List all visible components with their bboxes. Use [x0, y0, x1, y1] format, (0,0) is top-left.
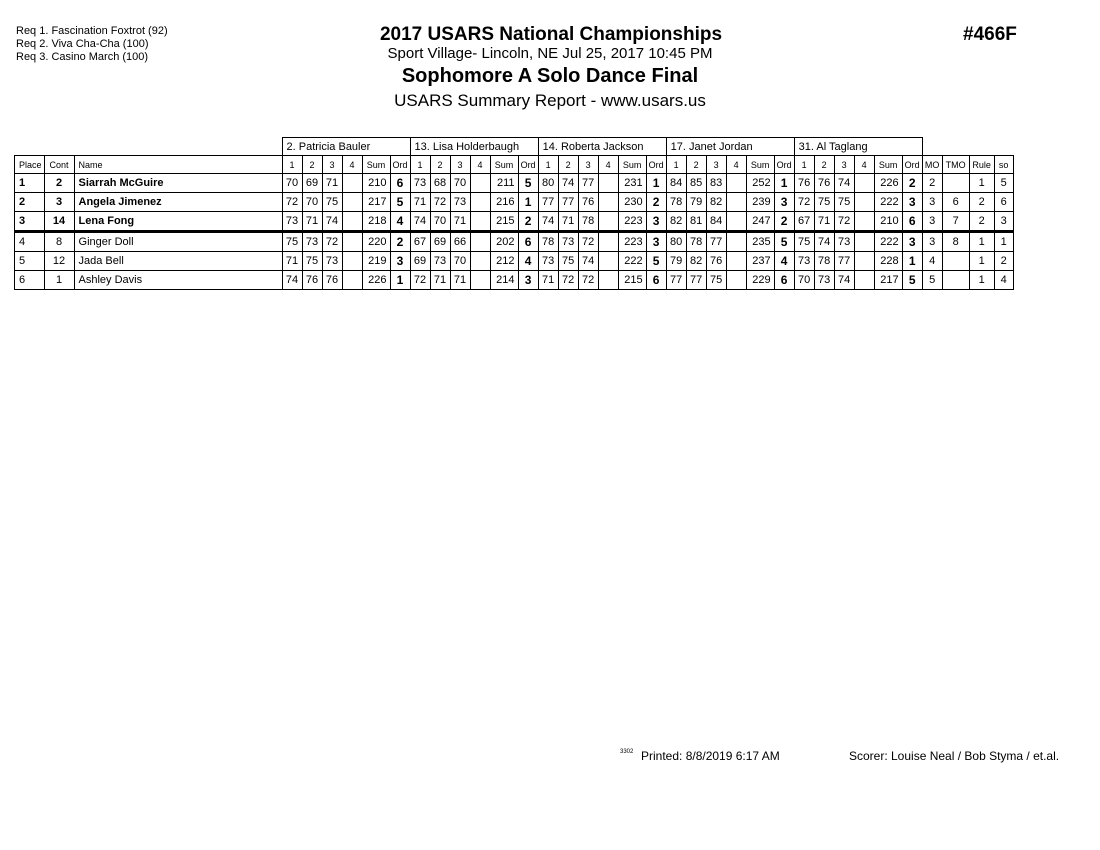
ordinal-cell: 2: [390, 232, 410, 252]
sum-cell: 229: [746, 271, 774, 290]
ordinal-cell: 6: [646, 271, 666, 290]
score-cell: 83: [706, 174, 726, 193]
contestant-number: 1: [44, 271, 74, 290]
column-header: 2: [430, 156, 450, 174]
score-cell: 78: [666, 193, 686, 212]
column-header: 4: [598, 156, 618, 174]
score-cell: 78: [686, 232, 706, 252]
score-cell: 82: [706, 193, 726, 212]
sum-cell: 210: [362, 174, 390, 193]
so-cell: 2: [994, 252, 1013, 271]
column-header: 2: [302, 156, 322, 174]
sum-cell: 235: [746, 232, 774, 252]
rule-cell: 2: [969, 212, 994, 232]
score-cell: 75: [834, 193, 854, 212]
score-cell: 73: [430, 252, 450, 271]
sum-cell: 219: [362, 252, 390, 271]
score-cell: 71: [450, 212, 470, 232]
ordinal-cell: 3: [518, 271, 538, 290]
score-cell: 70: [430, 212, 450, 232]
ordinal-cell: 3: [646, 232, 666, 252]
score-cell: 82: [686, 252, 706, 271]
sum-cell: 212: [490, 252, 518, 271]
sum-cell: 210: [874, 212, 902, 232]
score-cell: 78: [538, 232, 558, 252]
score-cell: 71: [302, 212, 322, 232]
ordinal-cell: 3: [390, 252, 410, 271]
judge-name: 31. Al Taglang: [794, 138, 922, 156]
ordinal-cell: 2: [646, 193, 666, 212]
score-cell: 71: [322, 174, 342, 193]
score-cell: [470, 271, 490, 290]
column-header: 2: [558, 156, 578, 174]
score-cell: [726, 271, 746, 290]
score-cell: [470, 252, 490, 271]
table-row: [15, 271, 1014, 290]
printed-date: Printed: 8/8/2019 6:17 AM: [641, 749, 780, 763]
column-header: 1: [538, 156, 558, 174]
sum-cell: 247: [746, 212, 774, 232]
score-cell: 73: [302, 232, 322, 252]
column-header: Ord: [902, 156, 922, 174]
score-cell: 76: [794, 174, 814, 193]
sum-cell: 202: [490, 232, 518, 252]
column-header: Cont: [44, 156, 74, 174]
place-cell: 6: [15, 271, 45, 290]
ordinal-cell: 5: [646, 252, 666, 271]
score-cell: 74: [834, 271, 854, 290]
score-cell: [342, 174, 362, 193]
score-cell: 66: [450, 232, 470, 252]
column-header-row: [15, 156, 1014, 174]
sum-cell: 226: [874, 174, 902, 193]
ordinal-cell: 5: [902, 271, 922, 290]
score-cell: [854, 212, 874, 232]
requirement-line: Req 2. Viva Cha-Cha (100): [16, 38, 149, 50]
ordinal-cell: 6: [774, 271, 794, 290]
rule-cell: 1: [969, 174, 994, 193]
ordinal-cell: 2: [518, 212, 538, 232]
skater-name: Siarrah McGuire: [74, 174, 282, 193]
blank-cell: [15, 138, 283, 156]
skater-name: Lena Fong: [74, 212, 282, 232]
column-header: Ord: [774, 156, 794, 174]
score-cell: [598, 212, 618, 232]
rule-cell: 1: [969, 252, 994, 271]
ordinal-cell: 3: [774, 193, 794, 212]
sum-cell: 230: [618, 193, 646, 212]
score-cell: 79: [666, 252, 686, 271]
score-cell: 73: [322, 252, 342, 271]
scorer-credit: Scorer: Louise Neal / Bob Styma / et.al.: [849, 749, 1060, 763]
skater-name: Ashley Davis: [74, 271, 282, 290]
score-cell: 77: [666, 271, 686, 290]
score-cell: 72: [578, 232, 598, 252]
score-cell: 70: [450, 174, 470, 193]
score-cell: 79: [686, 193, 706, 212]
report-code: 3302: [620, 749, 634, 755]
score-cell: [342, 212, 362, 232]
score-cell: 76: [706, 252, 726, 271]
sum-cell: 217: [874, 271, 902, 290]
score-cell: [342, 271, 362, 290]
ordinal-cell: 1: [646, 174, 666, 193]
sum-cell: 228: [874, 252, 902, 271]
column-header: Rule: [969, 156, 994, 174]
mo-cell: 5: [922, 271, 942, 290]
score-cell: 74: [538, 212, 558, 232]
column-header: 4: [342, 156, 362, 174]
ordinal-cell: 5: [390, 193, 410, 212]
score-cell: [854, 271, 874, 290]
score-cell: 85: [686, 174, 706, 193]
results-table: [14, 137, 1014, 290]
score-cell: [726, 232, 746, 252]
column-header: 2: [814, 156, 834, 174]
so-cell: 4: [994, 271, 1013, 290]
event-number: #466F: [963, 24, 1017, 45]
column-header: Sum: [746, 156, 774, 174]
score-cell: 69: [430, 232, 450, 252]
column-header: TMO: [942, 156, 969, 174]
score-cell: [598, 252, 618, 271]
score-cell: 71: [450, 271, 470, 290]
mo-cell: 2: [922, 174, 942, 193]
rule-cell: 1: [969, 271, 994, 290]
so-cell: 5: [994, 174, 1013, 193]
score-cell: 67: [794, 212, 814, 232]
ordinal-cell: 1: [774, 174, 794, 193]
score-cell: 73: [794, 252, 814, 271]
score-cell: 71: [558, 212, 578, 232]
score-cell: 80: [666, 232, 686, 252]
column-header: Sum: [874, 156, 902, 174]
score-cell: 70: [282, 174, 302, 193]
score-cell: 73: [410, 174, 430, 193]
score-cell: 72: [794, 193, 814, 212]
score-cell: [854, 193, 874, 212]
column-header: 3: [578, 156, 598, 174]
column-header: MO: [922, 156, 942, 174]
score-cell: [854, 174, 874, 193]
score-cell: 69: [302, 174, 322, 193]
sum-cell: 223: [618, 232, 646, 252]
ordinal-cell: 1: [902, 252, 922, 271]
score-cell: 84: [706, 212, 726, 232]
score-cell: 74: [558, 174, 578, 193]
score-cell: [598, 174, 618, 193]
score-cell: [470, 212, 490, 232]
judge-name: 14. Roberta Jackson: [538, 138, 666, 156]
column-header: Sum: [490, 156, 518, 174]
sum-cell: 220: [362, 232, 390, 252]
judge-name: 17. Janet Jordan: [666, 138, 794, 156]
table-row: [15, 174, 1014, 193]
place-cell: 3: [15, 212, 45, 232]
place-cell: 5: [15, 252, 45, 271]
so-cell: 6: [994, 193, 1013, 212]
score-cell: [854, 232, 874, 252]
column-header: 4: [854, 156, 874, 174]
sum-cell: 214: [490, 271, 518, 290]
table-row: [15, 212, 1014, 232]
ordinal-cell: 6: [390, 174, 410, 193]
score-cell: 72: [558, 271, 578, 290]
mo-cell: 3: [922, 232, 942, 252]
ordinal-cell: 3: [902, 232, 922, 252]
score-cell: 72: [322, 232, 342, 252]
score-cell: 77: [686, 271, 706, 290]
score-cell: 76: [814, 174, 834, 193]
score-cell: [598, 193, 618, 212]
score-cell: [342, 232, 362, 252]
ordinal-cell: 2: [774, 212, 794, 232]
score-cell: 84: [666, 174, 686, 193]
column-header: so: [994, 156, 1013, 174]
column-header: 1: [666, 156, 686, 174]
sum-cell: 215: [618, 271, 646, 290]
judge-header-row: [15, 138, 1014, 156]
score-cell: [726, 193, 746, 212]
score-cell: 77: [538, 193, 558, 212]
score-cell: 74: [410, 212, 430, 232]
mo-cell: 4: [922, 252, 942, 271]
requirement-line: Req 3. Casino March (100): [16, 51, 149, 63]
score-cell: [470, 232, 490, 252]
score-cell: 73: [450, 193, 470, 212]
score-cell: [342, 252, 362, 271]
score-cell: 72: [834, 212, 854, 232]
score-cell: [726, 212, 746, 232]
score-cell: 78: [814, 252, 834, 271]
column-header: Ord: [518, 156, 538, 174]
score-cell: 71: [538, 271, 558, 290]
score-cell: 67: [410, 232, 430, 252]
score-cell: 78: [578, 212, 598, 232]
sum-cell: 222: [618, 252, 646, 271]
score-cell: 73: [814, 271, 834, 290]
contestant-number: 3: [44, 193, 74, 212]
column-header: 4: [726, 156, 746, 174]
ordinal-cell: 5: [774, 232, 794, 252]
score-cell: [470, 193, 490, 212]
place-cell: 2: [15, 193, 45, 212]
column-header: 4: [470, 156, 490, 174]
place-cell: 1: [15, 174, 45, 193]
judge-name: 13. Lisa Holderbaugh: [410, 138, 538, 156]
score-cell: 74: [834, 174, 854, 193]
place-cell: 4: [15, 232, 45, 252]
ordinal-cell: 2: [902, 174, 922, 193]
ordinal-cell: 3: [902, 193, 922, 212]
score-cell: [470, 174, 490, 193]
contestant-number: 2: [44, 174, 74, 193]
score-cell: [598, 271, 618, 290]
sum-cell: 222: [874, 193, 902, 212]
sum-cell: 222: [874, 232, 902, 252]
score-cell: 71: [814, 212, 834, 232]
sum-cell: 231: [618, 174, 646, 193]
score-cell: 75: [814, 193, 834, 212]
column-header: 3: [322, 156, 342, 174]
score-cell: 68: [430, 174, 450, 193]
tmo-cell: [942, 174, 969, 193]
score-cell: 81: [686, 212, 706, 232]
column-header: 3: [450, 156, 470, 174]
score-cell: 76: [302, 271, 322, 290]
score-cell: [598, 232, 618, 252]
ordinal-cell: 5: [518, 174, 538, 193]
score-cell: [726, 252, 746, 271]
score-cell: 76: [578, 193, 598, 212]
score-cell: 70: [302, 193, 322, 212]
score-cell: 80: [538, 174, 558, 193]
score-cell: 71: [282, 252, 302, 271]
skater-name: Jada Bell: [74, 252, 282, 271]
judge-name: 2. Patricia Bauler: [282, 138, 410, 156]
sum-cell: 252: [746, 174, 774, 193]
sum-cell: 218: [362, 212, 390, 232]
score-cell: 74: [282, 271, 302, 290]
score-cell: 75: [322, 193, 342, 212]
score-cell: 73: [558, 232, 578, 252]
mo-cell: 3: [922, 193, 942, 212]
score-cell: 77: [706, 232, 726, 252]
tmo-cell: 8: [942, 232, 969, 252]
score-cell: 75: [302, 252, 322, 271]
score-cell: 73: [282, 212, 302, 232]
column-header: Place: [15, 156, 45, 174]
score-cell: 77: [834, 252, 854, 271]
sum-cell: 217: [362, 193, 390, 212]
score-cell: 72: [430, 193, 450, 212]
score-cell: 76: [322, 271, 342, 290]
column-header: Ord: [390, 156, 410, 174]
score-cell: 71: [410, 193, 430, 212]
score-cell: 70: [450, 252, 470, 271]
column-header: 1: [410, 156, 430, 174]
score-cell: [726, 174, 746, 193]
score-cell: 74: [578, 252, 598, 271]
ordinal-cell: 6: [902, 212, 922, 232]
sum-cell: 237: [746, 252, 774, 271]
score-cell: 77: [558, 193, 578, 212]
score-cell: [342, 193, 362, 212]
so-cell: 3: [994, 212, 1013, 232]
score-cell: 74: [322, 212, 342, 232]
requirement-line: Req 1. Fascination Foxtrot (92): [16, 25, 168, 37]
skater-name: Ginger Doll: [74, 232, 282, 252]
sum-cell: 239: [746, 193, 774, 212]
column-header: 3: [834, 156, 854, 174]
score-cell: 72: [282, 193, 302, 212]
score-cell: 70: [794, 271, 814, 290]
skater-name: Angela Jimenez: [74, 193, 282, 212]
tmo-cell: [942, 271, 969, 290]
tmo-cell: 6: [942, 193, 969, 212]
score-cell: 71: [430, 271, 450, 290]
ordinal-cell: 1: [390, 271, 410, 290]
score-cell: 74: [814, 232, 834, 252]
tmo-cell: 7: [942, 212, 969, 232]
ordinal-cell: 4: [774, 252, 794, 271]
summary-subtitle: USARS Summary Report - www.usars.us: [394, 91, 706, 110]
contestant-number: 14: [44, 212, 74, 232]
contestant-number: 8: [44, 232, 74, 252]
table-row: [15, 193, 1014, 212]
column-header: Ord: [646, 156, 666, 174]
sum-cell: 223: [618, 212, 646, 232]
sum-cell: 211: [490, 174, 518, 193]
column-header: 2: [686, 156, 706, 174]
ordinal-cell: 4: [518, 252, 538, 271]
table-row: [15, 252, 1014, 271]
column-header: Name: [74, 156, 282, 174]
column-header: 3: [706, 156, 726, 174]
venue-date: Sport Village- Lincoln, NE Jul 25, 2017 10:45 PM: [387, 45, 713, 62]
so-cell: 1: [994, 232, 1013, 252]
column-header: Sum: [362, 156, 390, 174]
mo-cell: 3: [922, 212, 942, 232]
rule-cell: 2: [969, 193, 994, 212]
ordinal-cell: 6: [518, 232, 538, 252]
rule-cell: 1: [969, 232, 994, 252]
score-cell: 77: [578, 174, 598, 193]
score-cell: 69: [410, 252, 430, 271]
column-header: 1: [282, 156, 302, 174]
event-name: Sophomore A Solo Dance Final: [401, 65, 699, 87]
score-cell: 75: [706, 271, 726, 290]
score-cell: 72: [578, 271, 598, 290]
score-cell: 75: [794, 232, 814, 252]
score-cell: 82: [666, 212, 686, 232]
ordinal-cell: 3: [646, 212, 666, 232]
sum-cell: 215: [490, 212, 518, 232]
score-cell: 73: [834, 232, 854, 252]
sum-cell: 226: [362, 271, 390, 290]
report-title: 2017 USARS National Championships: [379, 24, 723, 45]
score-cell: 73: [538, 252, 558, 271]
table-row: [15, 232, 1014, 252]
tmo-cell: [942, 252, 969, 271]
ordinal-cell: 4: [390, 212, 410, 232]
ordinal-cell: 1: [518, 193, 538, 212]
column-header: 1: [794, 156, 814, 174]
score-cell: 72: [410, 271, 430, 290]
sum-cell: 216: [490, 193, 518, 212]
score-cell: 75: [558, 252, 578, 271]
column-header: Sum: [618, 156, 646, 174]
score-cell: [854, 252, 874, 271]
contestant-number: 12: [44, 252, 74, 271]
score-cell: 75: [282, 232, 302, 252]
